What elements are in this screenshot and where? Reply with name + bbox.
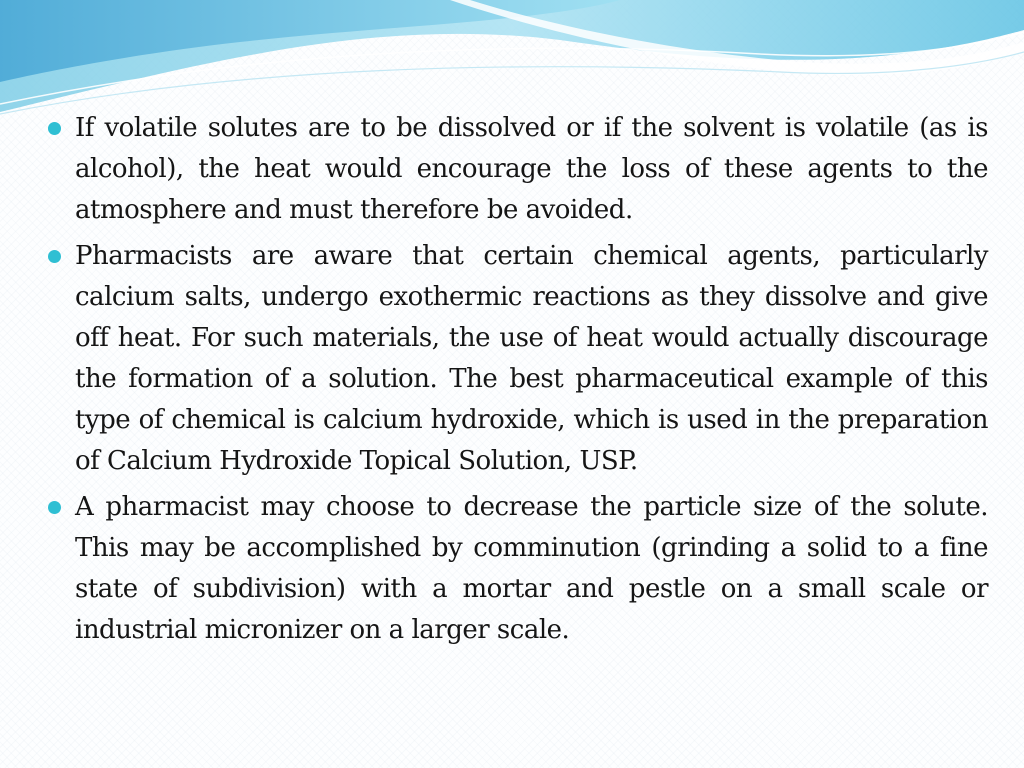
slide-content — [48, 108, 988, 656]
bullet-item — [48, 236, 988, 482]
bullet-dot-icon — [48, 501, 61, 514]
bullet-text: A pharmacist may choose to decrease the particle size of the solute. This may be accomplished by comminution (grinding a solid to a fine state of subdivision) with a mortar and pestle on a small scale or industrial micronizer on a larger scale. — [75, 492, 988, 645]
bullet-list — [48, 108, 988, 651]
bullet-dot-icon — [48, 122, 61, 135]
bullet-dot-icon — [48, 250, 61, 263]
bullet-item — [48, 108, 988, 231]
bullet-item — [48, 487, 988, 651]
bullet-text: Pharmacists are aware that certain chemical agents, particularly calcium salts, undergo exothermic reactions as they dissolve and give off heat. For such materials, the use of heat would actually discourage the formation of a solution. The best pharmaceutical example of this type of chemical is calcium hydroxide, which is used in the preparation of Calcium Hydroxide Topical Solution, USP. — [75, 241, 988, 476]
bullet-text: If volatile solutes are to be dissolved or if the solvent is volatile (as is alcohol), the heat would encourage the loss of these agents to the atmosphere and must therefore be avoided. — [75, 113, 988, 225]
header-wave-banner — [0, 0, 1024, 120]
